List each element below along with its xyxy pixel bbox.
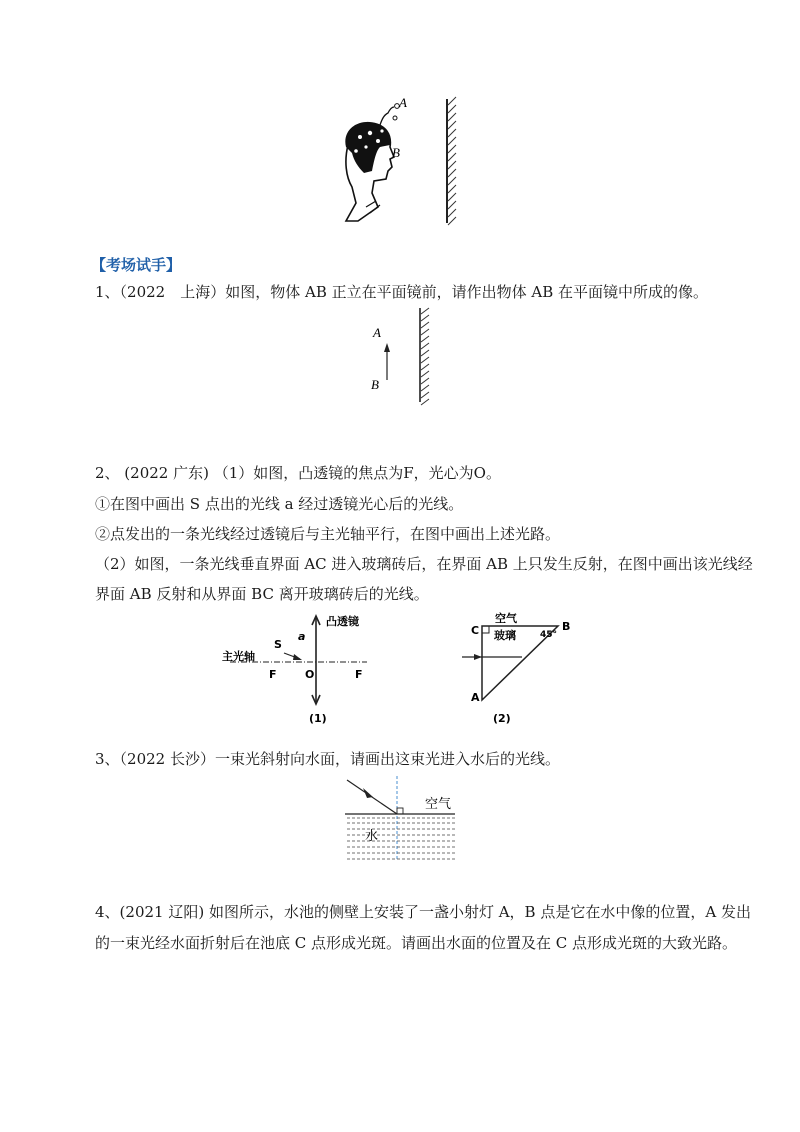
mirror-hatching bbox=[448, 97, 456, 225]
question-4-line2: 的一束光经水面折射后在池底 C 点形成光斑。请画出水面的位置及在 C 点形成光斑的大致光路。 bbox=[95, 934, 738, 952]
prism-c-label: C bbox=[471, 624, 480, 637]
section-title: 【考场试手】 bbox=[91, 256, 182, 274]
f-right-label: F bbox=[355, 668, 363, 681]
lens-figure bbox=[222, 610, 372, 725]
question-2-intro: 2、 (2022 广东) （1）如图，凸透镜的焦点为F，光心为O。 bbox=[95, 464, 501, 482]
axis-label: 主光轴 bbox=[222, 650, 255, 663]
question-4-line1: 4、(2021 辽阳) 如图所示，水池的侧壁上安装了一盏小射灯 A，B 点是它在水中像的位置，A 发出 bbox=[95, 903, 751, 921]
incident-arrowhead bbox=[474, 654, 482, 660]
prism-glass-label: 玻璃 bbox=[494, 629, 516, 642]
right-angle-mark bbox=[397, 808, 403, 814]
angle-label: 45° bbox=[540, 630, 558, 640]
question-2-part2-line1: （2）如图，一条光线垂直界面 AC 进入玻璃砖后，在界面 AB 上只发生反射，在图中画出该光线经 bbox=[95, 555, 753, 573]
a-label: a bbox=[298, 630, 306, 643]
lens-label: 凸透镜 bbox=[326, 615, 359, 628]
question-1: 1、（2022 上海）如图，物体 AB 正立在平面镜前，请作出物体 AB 在平面镜中所成的像。 bbox=[95, 283, 709, 301]
prism-air-label: 空气 bbox=[495, 612, 517, 625]
ray-a-arrowhead bbox=[293, 654, 302, 660]
head-label-a: A bbox=[399, 95, 407, 110]
prism-b-label: B bbox=[562, 620, 571, 633]
head-drawing bbox=[345, 104, 399, 221]
prism-a-label: A bbox=[471, 691, 480, 704]
water-air-label: 空气 bbox=[425, 796, 452, 811]
question-2-part2-line2: 界面 AB 反射和从界面 BC 离开玻璃砖后的光线。 bbox=[95, 585, 429, 603]
prism-figure bbox=[460, 608, 585, 726]
prism-caption: (2) bbox=[493, 712, 511, 725]
water-figure bbox=[343, 772, 458, 864]
water-label: 水 bbox=[365, 828, 379, 843]
lens-caption: (1) bbox=[309, 712, 327, 725]
head-label-b: B bbox=[392, 145, 400, 160]
q1-mirror-figure bbox=[365, 305, 445, 410]
object-arrowhead bbox=[384, 343, 390, 352]
incident-arrowhead bbox=[363, 788, 373, 798]
question-3: 3、（2022 长沙）一束光斜射向水面，请画出这束光进入水后的光线。 bbox=[95, 750, 560, 768]
question-2-sub1: ①在图中画出 S 点出的光线 a 经过透镜光心后的光线。 bbox=[95, 495, 464, 513]
q1-label-b: B bbox=[371, 377, 379, 392]
water-hatching bbox=[347, 818, 455, 859]
question-2-sub2: ②点发出的一条光线经过透镜后与主光轴平行，在图中画出上述光路。 bbox=[95, 525, 561, 543]
s-label: S bbox=[274, 638, 282, 651]
o-label: O bbox=[305, 668, 315, 681]
f-left-label: F bbox=[269, 668, 277, 681]
mirror-hatching bbox=[421, 308, 429, 405]
q1-label-a: A bbox=[373, 325, 381, 340]
head-mirror-figure bbox=[330, 95, 470, 230]
